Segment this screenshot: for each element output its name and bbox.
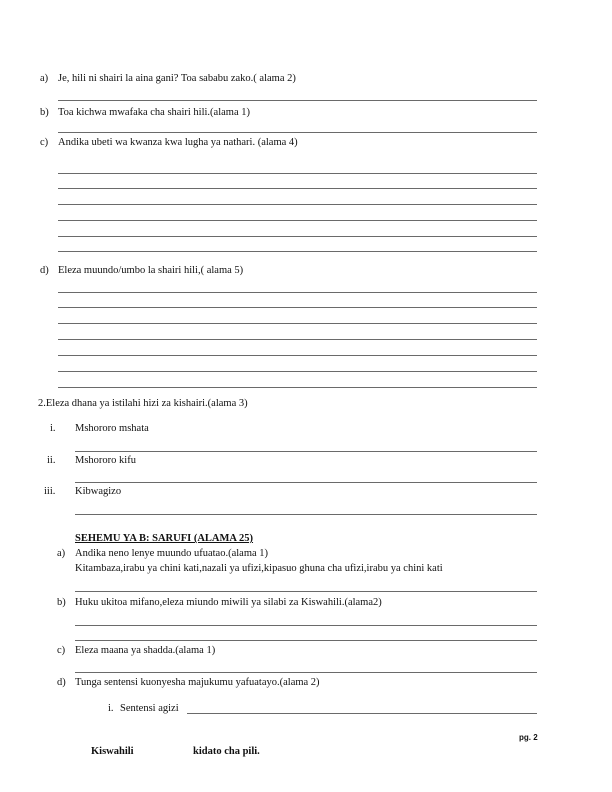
question-label: c) [40,137,49,148]
question-2-text: 2.Eleza dhana ya istilahi hizi za kishairi.(alama 3) [38,398,248,409]
section-b-heading: SEHEMU YA B: SARUFI (ALAMA 25) [75,533,254,544]
answer-line[interactable] [58,339,537,340]
question-text: Eleza maana ya shadda.(alama 1) [75,645,216,656]
answer-line[interactable] [75,482,537,483]
answer-line[interactable] [58,132,537,133]
question-text: Je, hili ni shairi la aina gani? Toa sababu zako.( alama 2) [58,73,296,84]
answer-line[interactable] [75,591,537,592]
answer-line[interactable] [187,713,537,714]
answer-line[interactable] [58,323,537,324]
answer-line[interactable] [58,188,537,189]
sub-item-text: Sentensi agizi [120,703,179,714]
question-label: a) [40,73,49,84]
question-subtext: Kitambaza,irabu ya chini kati,nazali ya ufizi,kipasuo ghuna cha ufizi,irabu ya chini kati [75,563,443,574]
question-text: Toa kichwa mwafaka cha shairi hili.(alama 1) [58,107,250,118]
answer-line[interactable] [75,625,537,626]
question-text: Eleza muundo/umbo la shairi hili,( alama 5) [58,265,244,276]
answer-line[interactable] [58,100,537,101]
answer-line[interactable] [58,307,537,308]
answer-line[interactable] [75,451,537,452]
footer-subject: Kiswahili [91,746,134,757]
footer-form: kidato cha pili. [193,746,260,757]
sub-item-label: i. [108,703,114,714]
item-text: Kibwagizo [75,486,122,497]
answer-line[interactable] [58,220,537,221]
answer-line[interactable] [75,672,537,673]
item-label: i. [50,423,56,434]
item-text: Mshororo mshata [75,423,149,434]
answer-line[interactable] [58,236,537,237]
question-label: d) [57,677,66,688]
question-text: Andika neno lenye muundo ufuatao.(alama 1) [75,548,269,559]
item-label: iii. [44,486,56,497]
question-label: a) [57,548,66,559]
answer-line[interactable] [58,251,537,252]
answer-line[interactable] [58,387,537,388]
answer-line[interactable] [58,204,537,205]
answer-line[interactable] [58,371,537,372]
answer-line[interactable] [75,514,537,515]
page-number: pg. 2 [519,733,538,742]
answer-line[interactable] [75,640,537,641]
answer-line[interactable] [58,173,537,174]
item-label: ii. [47,455,56,466]
question-label: b) [40,107,49,118]
question-text: Andika ubeti wa kwanza kwa lugha ya nathari. (alama 4) [58,137,298,148]
question-label: c) [57,645,66,656]
answer-line[interactable] [58,355,537,356]
answer-line[interactable] [58,292,537,293]
question-label: d) [40,265,49,276]
question-text: Tunga sentensi kuonyesha majukumu yafuatayo.(alama 2) [75,677,320,688]
question-label: b) [57,597,66,608]
item-text: Mshororo kifu [75,455,136,466]
question-text: Huku ukitoa mifano,eleza miundo miwili ya silabi za Kiswahili.(alama2) [75,597,382,608]
